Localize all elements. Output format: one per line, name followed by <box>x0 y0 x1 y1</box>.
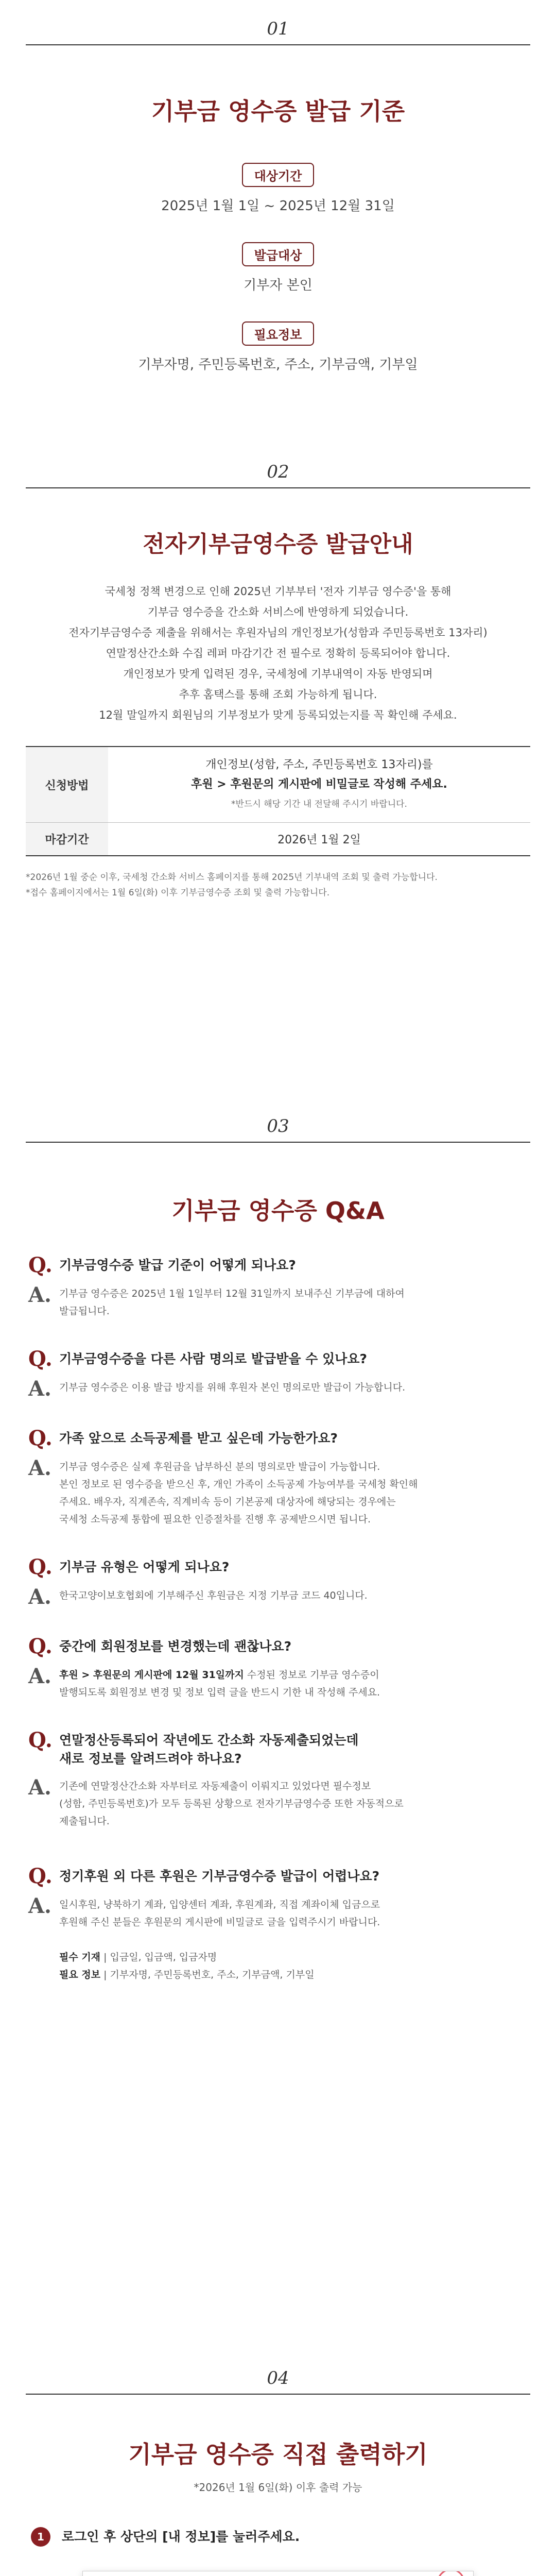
qa-question: Q. 정기후원 외 다른 후원은 기부금영수증 발급이 어렵나요? <box>28 1864 380 1888</box>
section-title: 기부금 영수증 Q&A <box>171 1197 385 1225</box>
qa-answer: A. 기부금 영수증은 실제 후원금을 납부하신 분의 명의로만 발급이 가능합니다. 본인 정보로 된 영수증을 받으신 후, 개인 가족이 소득공제 가능여부를 국세청 확인해 주세요. 배우자, 직계존속, 직계비속 등이 기본공제 대상자에 해당되는 경우에는 국세청 소득공제 통합에 필요한 인증절차를 진행 후 공제받으시면 됩니다. <box>28 1456 418 1525</box>
section-04 <box>0 2349 556 2494</box>
qa-answer: A. 기부금 영수증은 2025년 1월 1일부터 12월 31일까지 보내주신 기부금에 대하여 발급됩니다. <box>28 1283 405 1317</box>
section-number: 01 <box>267 19 289 39</box>
deadline-value: 2026년 1월 2일 <box>108 823 530 856</box>
step-1 <box>0 2527 556 2547</box>
info-label: 필요정보 <box>242 321 315 346</box>
info-value: 기부자명, 주민등록번호, 주소, 기부금액, 기부일 <box>138 357 418 372</box>
section-number: 02 <box>267 462 289 482</box>
highlight-circle <box>437 2571 465 2576</box>
qa-answer: A. 기존에 연말정산간소화 자부터로 자동제출이 이뤄지고 있었다면 필수정보 (성함, 주민등록번호)가 모두 등록된 상황으로 전자기부금영수증 또한 자동적으로 제출됩니다. <box>28 1775 404 1827</box>
section-rule <box>26 1142 530 1143</box>
qa-answer: A. 후원 > 후원문의 게시판에 12월 31일까지 수정된 정보로 기부금 영수증이 발행되도록 회원정보 변경 및 정보 입력 글을 반드시 기한 내 작성해 주세요. <box>28 1664 380 1698</box>
target-value: 기부자 본인 <box>244 278 312 293</box>
deadline-head: 마감기간 <box>26 823 108 856</box>
qa-question: Q. 중간에 회원정보를 변경했는데 괜찮나요? <box>28 1634 292 1658</box>
step-number: 1 <box>31 2527 50 2547</box>
section-title: 기부금 영수증 발급 기준 <box>151 97 405 125</box>
period-value: 2025년 1월 1일 ~ 2025년 12월 31일 <box>161 198 395 214</box>
section-01 <box>0 0 556 373</box>
qa-question: Q. 가족 앞으로 소득공제를 받고 싶은데 가능한가요? <box>28 1426 338 1450</box>
section-number: 03 <box>267 1116 289 1137</box>
qa-question: Q. 기부금 유형은 어떻게 되나요? <box>28 1555 230 1579</box>
section-title: 기부금 영수증 직접 출력하기 <box>128 2441 428 2468</box>
qa-answer: A. 일시후원, 냥북하기 계좌, 입양센터 계좌, 후원계좌, 직접 계좌이체 입금으로 후원해 주신 분들은 후원문의 게시판에 비밀글로 글을 입력주시기 바랍니다. <box>28 1894 380 1928</box>
qa-answer: A. 기부금 영수증은 이용 발급 방지를 위해 후원자 본인 명의로만 발급이 가능합니다. <box>28 1377 406 1401</box>
section-03 <box>0 1097 556 1984</box>
section-rule <box>26 2394 530 2395</box>
apply-table: 신청방법 개인정보(성함, 주소, 주민등록번호 13자리)를 후원 > 후원문의 게시판에 비밀글로 작성해 주세요. *반드시 해당 기간 내 전달해 주시기 바랍니다. 마감기간 2026년 1월 2일 <box>26 746 530 856</box>
intro-paragraph: 국세청 정책 변경으로 인해 2025년 기부부터 '전자 기부금 영수증'을 통해 기부금 영수증을 간소화 서비스에 반영하게 되었습니다. 전자기부금영수증 제출을 위해서는 후원자님의 개인정보가(성함과 주민등록번호 13자리) 연말정산간소화 수집 레퍼 마감기간 전 필수로 정확히 등록되어야 합니다. 개인정보가 맞게 입력된 경우, 국세청에 기부내역이 자동 반영되며 추후 홈택스를 통해 조회 가능하게 됩니다. 12월 말일까지 회원님의 기부정보가 맞게 등록되었는지를 꼭 확인해 주세요. <box>68 585 488 721</box>
qa-question: Q. 기부금영수증을 다른 사람 명의로 발급받을 수 있나요? <box>28 1347 368 1371</box>
notes: *2026년 1월 중순 이후, 국세청 간소화 서비스 홈페이지를 통해 2025년 기부내역 조회 및 출력 가능합니다. *접수 홈페이지에서는 1월 6일(화) 이후 기부금영수증 조회 및 출력 가능합니다. <box>26 872 438 898</box>
step-text: 로그인 후 상단의 [내 정보]를 눌러주세요. <box>62 2529 300 2544</box>
target-label: 발급대상 <box>242 242 315 266</box>
qa-question: Q. 연말정산등록되어 작년에도 간소화 자동제출되었는데 새로 정보를 알려드려야 하나요? <box>28 1728 359 1766</box>
qa-question: Q. 기부금영수증 발급 기준이 어떻게 되나요? <box>28 1253 296 1277</box>
section-number: 04 <box>267 2368 289 2388</box>
section-rule <box>26 44 530 45</box>
section-rule <box>26 487 530 488</box>
qa-list <box>28 1255 528 1984</box>
qa-answer: A. 한국고양이보호협회에 기부해주신 후원금은 지정 기부금 코드 40입니다. <box>28 1585 368 1609</box>
section-subtitle: *2026년 1월 6일(화) 이후 출력 가능 <box>194 2481 362 2494</box>
required-info: 필수 기재 | 입금일, 입금액, 입금자명 필요 정보 | 기부자명, 주민등록번호, 주소, 기부금액, 기부일 <box>59 1952 315 1980</box>
section-title: 전자기부금영수증 발급안내 <box>143 531 413 557</box>
period-label: 대상기간 <box>242 163 315 187</box>
apply-method-head: 신청방법 <box>26 747 108 823</box>
screenshot-mypage <box>82 2571 474 2576</box>
section-02 <box>0 443 556 901</box>
